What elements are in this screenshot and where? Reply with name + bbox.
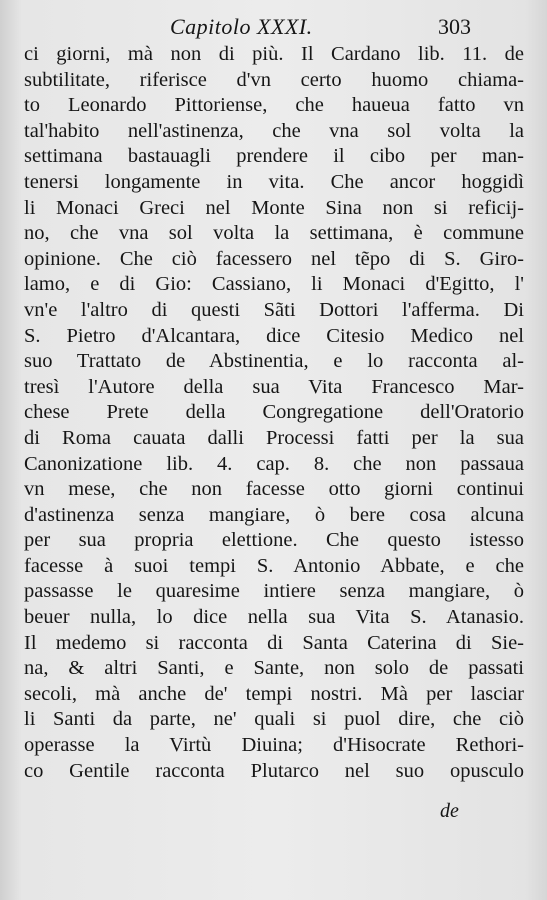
text-line: secoli, mà anche de' tempi nostri. Mà per lasciar	[24, 682, 524, 705]
text-line: operasse la Virtù Diuina; d'Hisocrate Rethori-	[24, 734, 524, 757]
text-line: to Leonardo Pittoriense, che haueua fatto vn	[24, 94, 524, 117]
text-line: di Roma cauata dalli Processi fatti per la sua	[24, 426, 524, 449]
text-line: chese Prete della Congregatione dell'Oratorio	[24, 401, 524, 424]
text-line: na, & altri Santi, e Sante, non solo de passati	[24, 657, 524, 680]
body-text	[24, 42, 524, 784]
text-line: facesse à suoi tempi S. Antonio Abbate, e che	[24, 554, 524, 577]
text-line: d'astinenza senza mangiare, ò bere cosa alcuna	[24, 503, 524, 526]
text-line: li Santi da parte, ne' quali si puol dire, che ciò	[24, 708, 524, 731]
text-line: beuer nulla, lo dice nella sua Vita S. Atanasio.	[24, 606, 524, 629]
page-number: 303	[438, 14, 471, 39]
text-line: Il medemo si racconta di Santa Caterina di Sie-	[24, 631, 524, 654]
running-title: Capitolo XXXI.	[170, 14, 313, 39]
catchword: de	[440, 800, 459, 822]
text-line: per sua propria elettione. Che questo istesso	[24, 529, 524, 552]
bleed-through-mark	[52, 808, 122, 826]
text-line: co Gentile racconta Plutarco nel suo opusculo	[24, 759, 524, 782]
page-header	[0, 14, 547, 42]
text-line: passasse le quaresime intiere senza mangiare, ò	[24, 580, 524, 603]
text-line: settimana bastauagli prendere il cibo per man-	[24, 145, 524, 168]
text-line: suo Trattato de Abstinentia, e lo racconta al-	[24, 350, 524, 373]
text-line: tenersi longamente in vita. Che ancor hoggidì	[24, 170, 524, 193]
text-line: S. Pietro d'Alcantara, dice Citesio Medico nel	[24, 324, 524, 347]
text-line: ci giorni, mà non di più. Il Cardano lib. 11. de	[24, 43, 524, 65]
text-line: lamo, e di Gio: Cassiano, li Monaci d'Egitto, l'	[24, 273, 524, 296]
text-line: li Monaci Greci nel Monte Sina non si reficij-	[24, 196, 524, 219]
text-line: opinione. Che ciò facessero nel tẽpo di S. Giro-	[24, 247, 524, 270]
text-line: vn mese, che non facesse otto giorni continui	[24, 478, 524, 501]
text-line: vn'e l'altro di questi Sãti Dottori l'afferma. Di	[24, 298, 524, 321]
text-line: Canonizatione lib. 4. cap. 8. che non passaua	[24, 452, 524, 475]
text-line: tresì l'Autore della sua Vita Francesco Mar-	[24, 375, 524, 398]
text-line: subtilitate, riferisce d'vn certo huomo chiama-	[24, 68, 524, 91]
text-line: tal'habito nell'astinenza, che vna sol volta la	[24, 119, 524, 142]
text-line: no, che vna sol volta la settimana, è commune	[24, 222, 524, 245]
